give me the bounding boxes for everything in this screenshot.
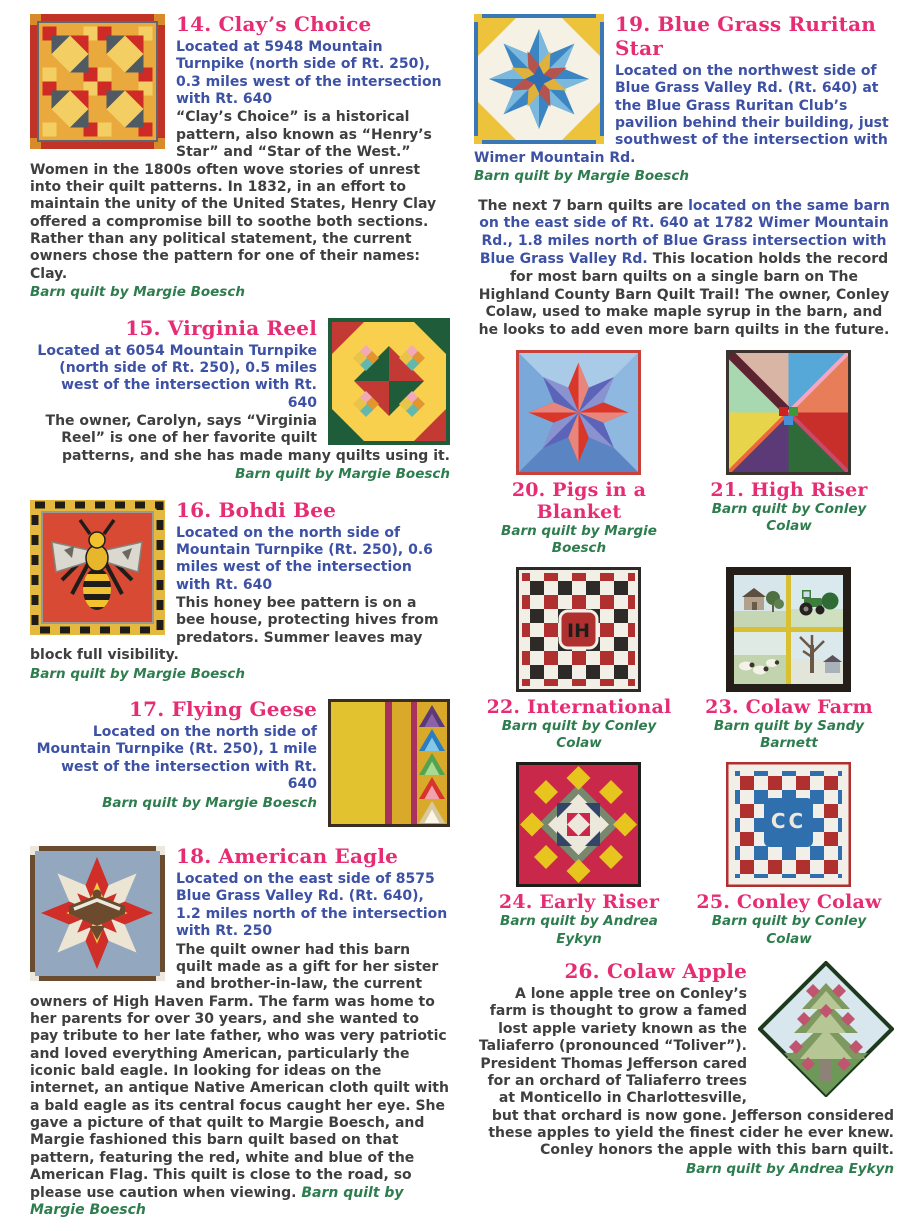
quilt-17-flying-geese-image	[328, 699, 450, 827]
location-text: Located on the north side of Mountain Turnpike (Rt. 250), 1 mile west of the intersection with Rt. 640	[36, 724, 317, 793]
grid-credit: Barn quilt by Andrea Eykyn	[500, 913, 658, 947]
credit-text: Barn quilt by Margie Boesch	[102, 794, 317, 811]
grid-credit: Barn quilt by Sandy Barnett	[713, 717, 865, 752]
quilt-26-colaw-apple-image	[758, 961, 894, 1097]
grid-title: 22. International	[486, 695, 672, 718]
quilt-25-conley-colaw-image	[726, 762, 851, 887]
description-text: “Clay’s Choice” is a historical pattern, also known as “Henry’s Star” and “Star of the West.” Women in the 1800s often wove stories of unrest into their quilt patterns. In 1832, in an effort to maintain the unity of the United States, Henry Clay offered a compromise bill to soothe both sections. Rather than any political statement, the current owners chose the pattern for one of their names: Clay.	[30, 109, 437, 282]
description-text: A lone apple tree on Conley’s farm is thought to grow a famed lost apple variety known as the Taliaferro (pronounced “Toliver”). President Thomas Jefferson cared for an orchard of Taliaferro trees at Monticello in Charlottesville, but that orchard is now gone. Jefferson considered these apples to yield the finest cider he ever knew. Conley honors the apple with this barn quilt.	[478, 986, 894, 1159]
grid-title: 23. Colaw Farm	[705, 695, 873, 718]
intro-text-blue: located on the same barn on the east side of Rt. 640 at 1782 Wimer Mountain Rd., 1.8 miles north of Blue Grass intersection with Blue Grass Valley Rd.	[479, 197, 890, 267]
credit-text: Barn quilt by Margie Boesch	[30, 665, 245, 682]
section-bohdi-bee	[30, 496, 450, 683]
quilt-21-high-riser-image	[726, 350, 851, 475]
quilt-grid	[474, 350, 894, 957]
section-flying-geese	[30, 695, 450, 830]
grid-title: 21. High Riser	[710, 478, 868, 501]
section-blue-grass-ruritan-star	[474, 10, 894, 186]
grid-cell-conley-colaw	[690, 762, 887, 948]
conley-colaw-monogram: CC	[771, 809, 807, 834]
credit-text: Barn quilt by Margie Boesch	[235, 466, 450, 483]
left-column	[30, 10, 450, 1231]
section-title: 15. Virginia Reel	[125, 315, 317, 340]
grid-cell-pigs-in-a-blanket	[480, 350, 677, 558]
location-text: Located on the east side of 8575 Blue Grass Valley Rd. (Rt. 640), 1.2 miles north of the intersection with Rt. 250	[176, 871, 448, 940]
quilt-24-early-riser-image	[516, 762, 641, 887]
grid-cell-high-riser	[690, 350, 887, 558]
quilt-20-pigs-in-a-blanket-image	[516, 350, 641, 475]
description-text: This honey bee pattern is on a bee house, protecting hives from predators. Summer leaves may block full visibility.	[30, 595, 439, 664]
section-virginia-reel	[30, 314, 450, 484]
grid-cell-early-riser	[480, 762, 677, 948]
right-column	[474, 10, 894, 1231]
grid-cell-international	[480, 567, 677, 753]
grid-credit: Barn quilt by Conley Colaw	[711, 500, 867, 535]
section-american-eagle	[30, 842, 450, 1219]
section-colaw-apple	[474, 957, 894, 1178]
section-title: 18. American Eagle	[176, 844, 399, 869]
credit-text: Barn quilt by Margie Boesch	[30, 1184, 404, 1218]
quilt-18-american-eagle-image	[30, 846, 165, 981]
section-title: 19. Blue Grass Ruritan Star	[615, 12, 876, 60]
grid-credit: Barn quilt by Conley Colaw	[711, 913, 867, 947]
quilt-22-international-image	[516, 567, 641, 692]
description-text	[30, 942, 450, 1220]
credit-text: Barn quilt by Margie Boesch	[474, 168, 689, 185]
grid-credit: Barn quilt by Margie Boesch	[501, 522, 657, 557]
intro-text-dark: The next 7 barn quilts are	[478, 197, 689, 214]
section-title: 17. Flying Geese	[129, 697, 317, 722]
location-text: Located at 6054 Mountain Turnpike (north side of Rt. 250), 0.5 miles west of the intersection with Rt. 640	[37, 342, 317, 411]
grid-credit: Barn quilt by Conley Colaw	[501, 717, 657, 752]
quilt-19-blue-grass-ruritan-star-image	[474, 14, 604, 144]
intro-text-dark2: This location holds the record for most barn quilts on a single barn on The Highland County Barn Quilt Trail! The owner, Conley Colaw, used to make maple syrup in the barn, and he looks to add even more barn quilts in the future.	[478, 251, 890, 339]
grid-cell-colaw-farm	[690, 567, 887, 753]
location-text: Located on the north side of Mountain Turnpike (Rt. 250), 0.6 miles west of the intersection with Rt. 640	[176, 524, 433, 593]
quilt-23-colaw-farm-image	[726, 567, 851, 692]
description-text: The owner, Carolyn, says “Virginia Reel” is one of her favorite quilt patterns, and she has made many quilts using it.	[45, 413, 450, 464]
quilt-16-bohdi-bee-image	[30, 500, 165, 635]
grid-title: 25. Conley Colaw	[696, 891, 882, 914]
description-body: The quilt owner had this barn quilt made as a gift for her sister and brother-in-law, the current owners of High Haven Farm. The farm was home to her parents for over 30 years, and she wanted to pay tribute to her late father, who was very patriotic and loved everything American, particularly the iconic bald eagle. In looking for ideas on the internet, an antique Native American cloth quilt with a bald eagle as its central focus caught her eye. She gave a picture of that quilt to Margie Boesch, and Margie fashioned this barn quilt based on that pattern, featuring the red, white and blue of the American Flag. This quilt is close to the road, so please use caution when viewing.	[30, 941, 449, 1201]
section-title: 16. Bohdi Bee	[176, 497, 337, 522]
grid-title: 24. Early Riser	[498, 891, 660, 914]
wimer-mountain-intro-paragraph	[474, 198, 894, 340]
credit-text: Barn quilt by Margie Boesch	[30, 284, 245, 301]
section-title: 14. Clay’s Choice	[176, 12, 372, 36]
location-text: Located at 5948 Mountain Turnpike (north side of Rt. 250), 0.3 miles west of the intersection with Rt. 640	[176, 39, 442, 108]
international-harvester-monogram: IH	[567, 619, 591, 642]
section-title: 26. Colaw Apple	[564, 959, 747, 984]
grid-title: 20. Pigs in a Blanket	[511, 478, 647, 523]
quilt-14-clays-choice-image	[30, 14, 165, 149]
credit-text: Barn quilt by Andrea Eykyn	[686, 1160, 894, 1177]
location-text: Located on the northwest side of Blue Grass Valley Rd. (Rt. 640) at the Blue Grass Ruritan Club’s pavilion behind their building, just southwest of the intersection with Wimer Mountain Rd.	[474, 63, 889, 166]
section-clays-choice	[30, 10, 450, 302]
quilt-15-virginia-reel-image	[328, 318, 450, 445]
